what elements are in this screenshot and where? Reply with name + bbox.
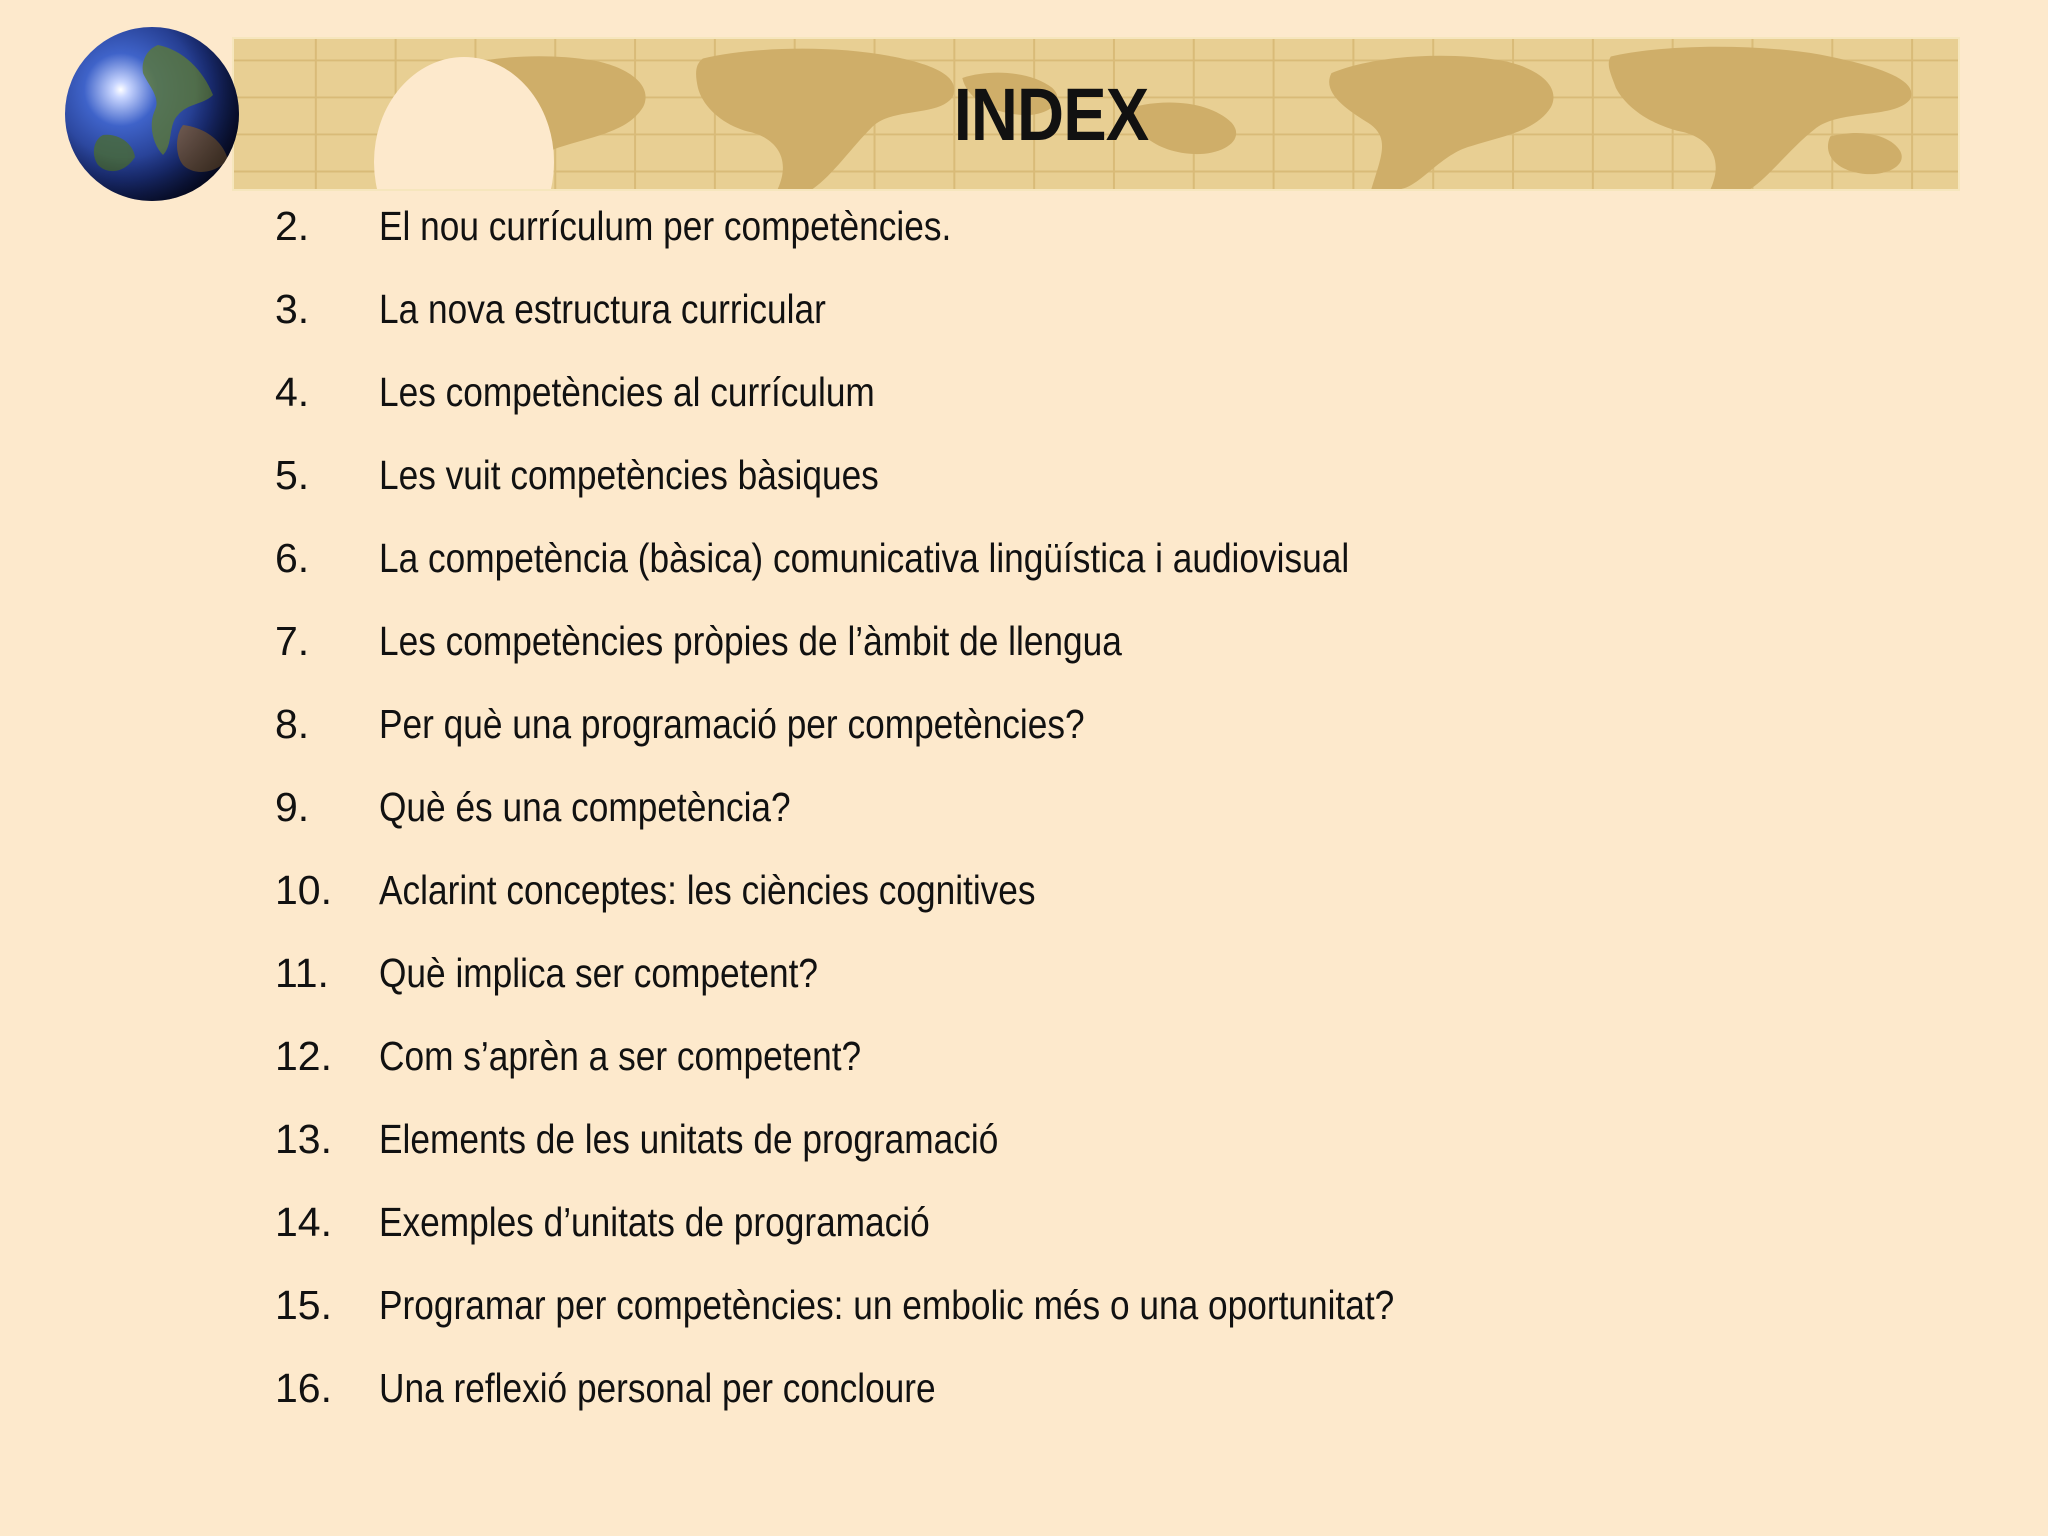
- item-text: La competència (bàsica) comunicativa lingüística i audiovisual: [379, 535, 1350, 581]
- index-list: [275, 185, 1560, 1430]
- item-number: 12.: [275, 1033, 332, 1079]
- item-number: 16.: [275, 1365, 332, 1411]
- item-number: 4.: [275, 369, 310, 415]
- item-text: Programar per competències: un embolic més o una oportunitat?: [379, 1282, 1395, 1328]
- item-text: Elements de les unitats de programació: [379, 1116, 999, 1162]
- globe-icon: [63, 25, 241, 203]
- item-text: Les competències pròpies de l’àmbit de llengua: [379, 618, 1122, 664]
- list-item: [275, 1264, 1560, 1347]
- item-number: 7.: [275, 618, 310, 664]
- item-number: 14.: [275, 1199, 332, 1245]
- list-item: [275, 849, 1560, 932]
- item-number: 3.: [275, 286, 310, 332]
- item-number: 10.: [275, 867, 332, 913]
- list-item: [275, 600, 1560, 683]
- item-text: Per què una programació per competències?: [379, 701, 1085, 747]
- list-item: [275, 351, 1560, 434]
- list-item: [275, 766, 1560, 849]
- item-number: 8.: [275, 701, 310, 747]
- list-item: [275, 1098, 1560, 1181]
- list-item: [275, 434, 1560, 517]
- item-number: 11.: [275, 950, 329, 996]
- item-text: Les competències al currículum: [379, 369, 875, 415]
- item-text: Què implica ser competent?: [379, 950, 819, 996]
- list-item: [275, 932, 1560, 1015]
- item-number: 13.: [275, 1116, 332, 1162]
- list-item: [275, 1181, 1560, 1264]
- list-item: [275, 1015, 1560, 1098]
- page-title: INDEX: [953, 72, 1149, 156]
- item-number: 5.: [275, 452, 310, 498]
- list-item: [275, 517, 1560, 600]
- item-text: El nou currículum per competències.: [379, 203, 952, 249]
- item-number: 9.: [275, 784, 310, 830]
- list-item: [275, 185, 1560, 268]
- item-text: Les vuit competències bàsiques: [379, 452, 879, 498]
- item-text: Una reflexió personal per concloure: [379, 1365, 936, 1411]
- list-item: [275, 268, 1560, 351]
- list-item: [275, 1347, 1560, 1430]
- item-text: Exemples d’unitats de programació: [379, 1199, 930, 1245]
- item-number: 2.: [275, 203, 310, 249]
- item-text: La nova estructura curricular: [379, 286, 826, 332]
- item-number: 6.: [275, 535, 310, 581]
- item-text: Què és una competència?: [379, 784, 791, 830]
- item-text: Com s’aprèn a ser competent?: [379, 1033, 862, 1079]
- list-item: [275, 683, 1560, 766]
- item-text: Aclarint conceptes: les ciències cognitives: [379, 867, 1036, 913]
- item-number: 15.: [275, 1282, 332, 1328]
